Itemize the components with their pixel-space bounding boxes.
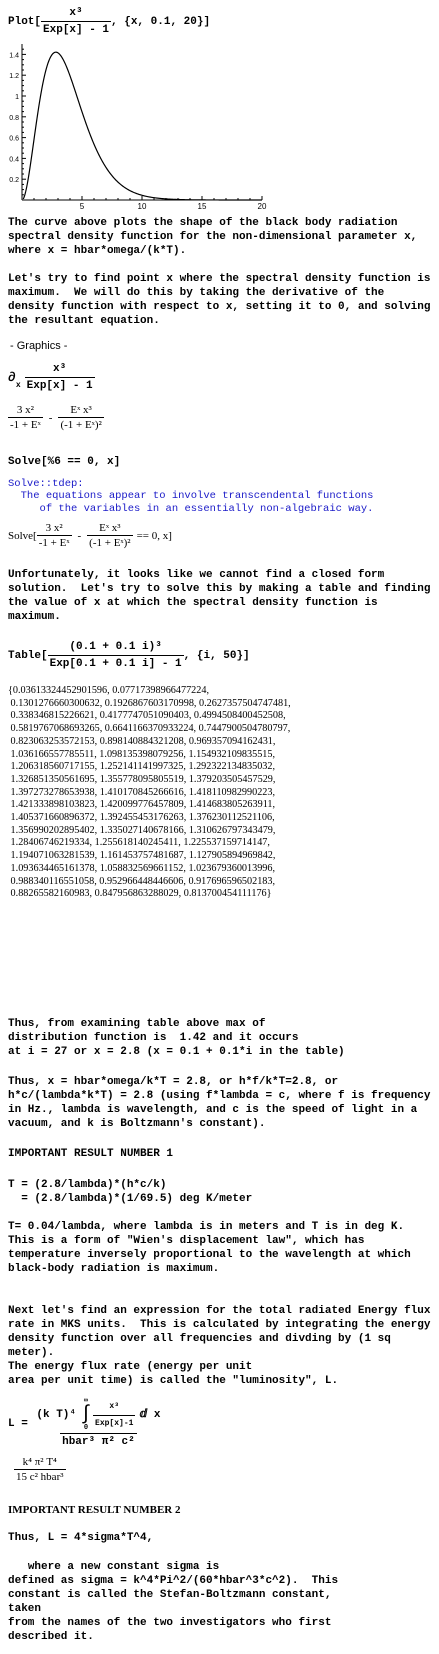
y-tick-label: 1.2 — [9, 73, 19, 81]
solve-term-1-denominator: -1 + Eˣ — [38, 537, 70, 549]
integrand-denominator: Exp[x]-1 — [93, 1415, 135, 1431]
paragraph-7: Next let's find an expression for the total radiated Energy flux rate in MKS units. This is calculated by integrating the energy density function over all frequencies and divding by (1 sq meter). The energy flux rate (energy per unit area per unit time) is called the "luminosity", L. — [8, 1305, 431, 1387]
integral-sign: ∫ — [80, 1403, 93, 1426]
plot-numerator: x³ — [69, 7, 83, 19]
paragraph-3: Unfortunately, it looks like we cannot find a closed form solution. Let's try to solve this by making a table and finding the value of x at which the spectral density function is maximum. — [8, 569, 438, 623]
solve-term-1 — [37, 522, 72, 549]
solve-term-1-numerator: 3 x² — [45, 522, 63, 534]
partial-subscript: x — [15, 381, 21, 390]
integral-upper-limit: ∞ — [83, 1397, 89, 1405]
table-numerator: (0.1 + 0.1 i)³ — [69, 641, 162, 653]
luminosity-output — [14, 1456, 438, 1483]
x-tick-label: 15 — [197, 202, 207, 210]
kt-power: (k T)⁴ — [36, 1409, 77, 1421]
result-1: T = (2.8/lambda)*(h*c/k) = (2.8/lambda)*(1/69.5) deg K/meter — [8, 1179, 253, 1205]
x-tick-label: 10 — [137, 202, 147, 210]
plot-command — [8, 6, 432, 37]
paragraph-6: T= 0.04/lambda, where lambda is in meters and T is in deg K. This is a form of "Wien's displacement law", which has temperature inversely proportional to the wavelength at which black-body radiation is maximum. — [8, 1221, 418, 1275]
paragraph-5: Thus, x = hbar*omega/k*T = 2.8, or h*f/k*T=2.8, or h*c/(lambda*k*T) = 2.8 (using f*lambda = c, where f is frequency in Hz., lambda is wavelength, and c is the speed of light in a vacuum, and k is Boltzmann's constant). — [8, 1076, 438, 1130]
derivative-output — [8, 404, 432, 431]
paragraph-1: The curve above plots the shape of the black body radiation spectral density function for the non-dimensional parameter x, where x = hbar*omega/(k*T). — [8, 217, 424, 257]
minus-sign: - — [48, 411, 53, 424]
paragraph-8: where a new constant sigma is defined as sigma = k^4*Pi^2/(60*hbar^3*c^2). This constant is called the Stefan-Boltzmann constant, taken from the names of the two investigators who first described it. — [8, 1561, 339, 1643]
table-command-tail: , {i, 50}] — [183, 649, 250, 662]
table-fraction — [48, 640, 184, 671]
solve-term-2-numerator: Eˣ x³ — [99, 522, 121, 534]
solve-minus-sign: - — [77, 529, 82, 542]
term-1-denominator: -1 + Eˣ — [10, 419, 41, 431]
luminosity-lhs: L = — [8, 1417, 35, 1430]
paragraph-2: Let's try to find point x where the spectral density function is maximum. We will do this by taking the derivative of the density function with respect to x, setting it to 0, and solving the resultant equation. — [8, 273, 438, 327]
luminosity-fraction — [34, 1398, 162, 1449]
solve-message-title: Solve::tdep: — [8, 478, 84, 490]
solve-output-tail: == 0, x] — [136, 529, 172, 542]
derivative-denominator: Exp[x] - 1 — [25, 377, 95, 393]
y-tick-label: 0.4 — [9, 156, 19, 164]
integral — [80, 1398, 92, 1432]
x-tick-label: 5 — [79, 202, 85, 210]
plot-chart — [0, 38, 280, 210]
integral-lower-limit: 0 — [83, 1424, 89, 1432]
y-tick-label: 0.2 — [9, 177, 19, 185]
table-command-head: Table[ — [8, 649, 48, 662]
luminosity-expression — [8, 1398, 432, 1449]
luminosity-numerator — [34, 1398, 162, 1433]
term-2-numerator: Eˣ x³ — [70, 404, 92, 416]
x-tick-label: 20 — [257, 202, 267, 210]
derivative-command — [8, 362, 432, 393]
result-2: Thus, L = 4*sigma*T^4, — [8, 1532, 154, 1544]
luminosity-output-fraction — [14, 1456, 66, 1483]
term-2-denominator: (-1 + Eˣ)² — [60, 419, 102, 431]
solve-term-2-denominator: (-1 + Eˣ)² — [89, 537, 131, 549]
important-result-1-heading: IMPORTANT RESULT NUMBER 1 — [8, 1148, 174, 1160]
table-output: {0.03613324452901596, 0.07717398966477224, 0.1301276660300632, 0.1926867603170998, 0.2627357504747481, 0.338346815226621, 0.4177747051090403, 0.4994508400452508, 0.5819767068693265, 0.6641166370933224, 0.7447900504780797, 0.823063253572153, 0.898140884321208, 0.969357094162431, 1.036166557785511, 1.098135398079256, 1.154932109835515, 1.206318560717155, 1.252141141997325, 1.292322134835032, 1.326851350561695, 1.355778095805519, 1.379203505457529, 1.397273278653938, 1.410170845266616, 1.418110982990223, 1.421333898103823, 1.420099776457809, 1.414683805263911, 1.405371660896372, 1.392455453176263, 1.376230112521106, 1.356990202895402, 1.335027140678166, 1.310626797343479, 1.28406746219334, 1.255618140245411, 1.225537159714147, 1.194071063281539, 1.161453757481687, 1.127905894969842, 1.093634465161378, 1.058832569661152, 1.023679360013996, 0.988340116551058, 0.952966448446606, 0.917696596502183, 0.88265582160983, 0.847956863288029, 0.813700454111176} — [8, 685, 291, 900]
luminosity-output-denominator: 15 c² hbar³ — [16, 1471, 64, 1483]
y-tick-label: 1 — [15, 94, 19, 101]
luminosity-output-numerator: k⁴ π² T⁴ — [22, 1456, 57, 1468]
y-tick-label: 1.4 — [9, 52, 19, 60]
solve-output-head: Solve[ — [8, 529, 37, 542]
plot-command-tail: , {x, 0.1, 20}] — [111, 15, 211, 28]
plot-denominator: Exp[x] - 1 — [41, 21, 111, 37]
solve-message-body: The equations appear to involve transcendental functions of the variables in an essentially non-algebraic way. — [20, 490, 374, 515]
table-denominator: Exp[0.1 + 0.1 i] - 1 — [48, 655, 184, 671]
derivative-fraction — [25, 362, 95, 393]
series-line — [23, 52, 262, 200]
y-tick-label: 0.8 — [9, 114, 19, 122]
derivative-numerator: x³ — [53, 363, 67, 375]
partial-symbol: ∂ — [8, 369, 16, 385]
graphics-label: - Graphics - — [10, 340, 68, 352]
solve-command: Solve[%6 == 0, x] — [8, 456, 121, 468]
plot-command-head: Plot[ — [8, 15, 42, 28]
table-command — [8, 640, 432, 671]
solve-output — [8, 522, 432, 549]
output-term-2 — [58, 404, 103, 431]
luminosity-denominator: hbar³ π² c² — [60, 1433, 137, 1449]
output-term-1 — [8, 404, 43, 431]
important-result-2-heading: IMPORTANT RESULT NUMBER 2 — [8, 1504, 181, 1516]
solve-term-2 — [87, 522, 132, 549]
paragraph-4: Thus, from examining table above max of distribution function is 1.42 and it occurs at i = 27 or x = 2.8 (x = 0.1 + 0.1*i in the table) — [8, 1018, 345, 1058]
term-1-numerator: 3 x² — [16, 404, 34, 416]
integrand — [93, 1400, 135, 1431]
y-tick-label: 0.6 — [9, 135, 19, 143]
differential: ⅆ x — [139, 1409, 161, 1421]
plot-fraction — [41, 6, 111, 37]
integrand-numerator: x³ — [109, 1401, 120, 1411]
